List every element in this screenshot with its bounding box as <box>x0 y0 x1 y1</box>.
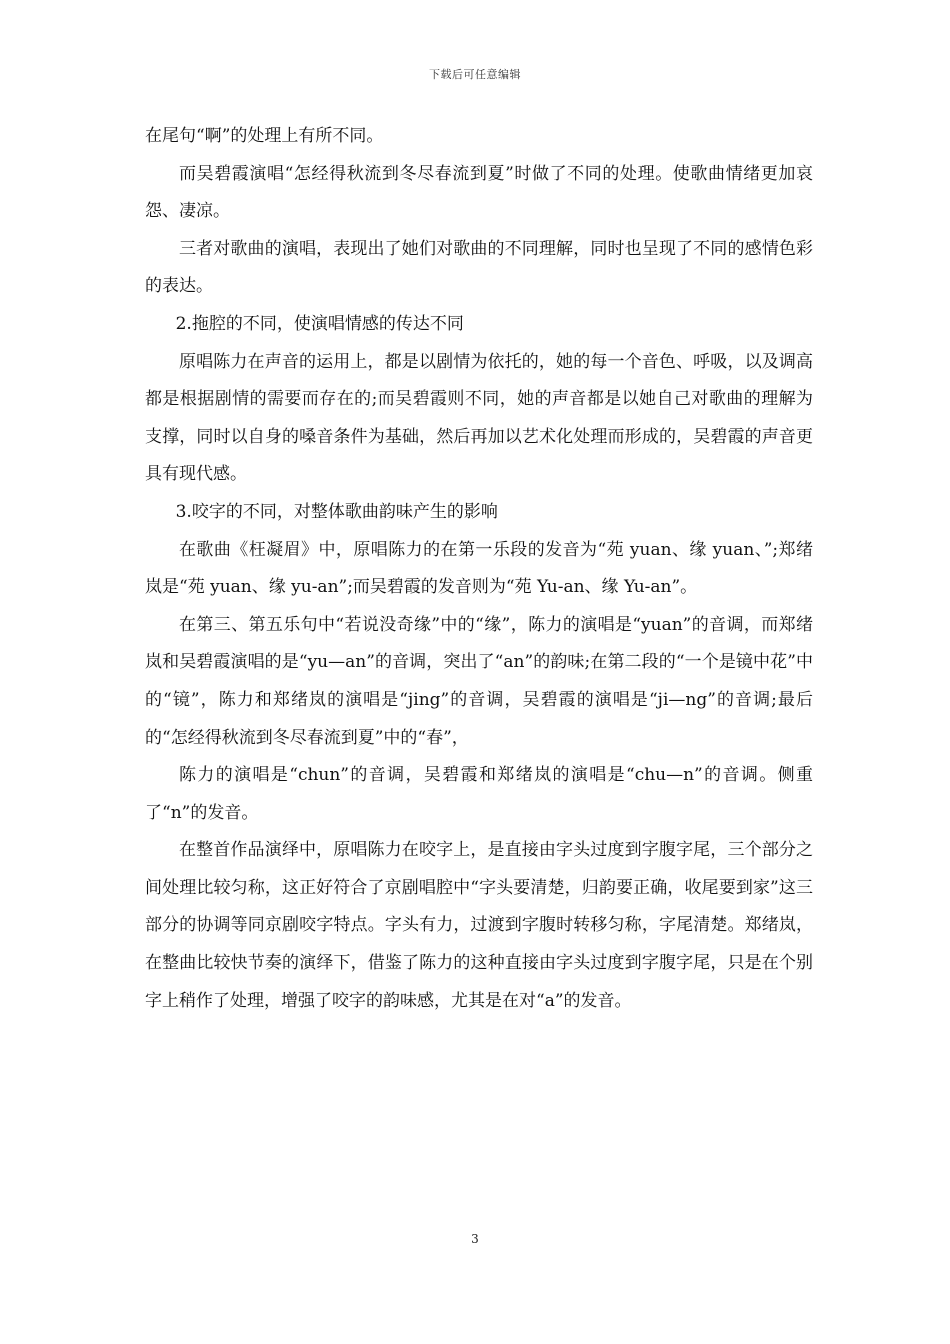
page-number: 3 <box>471 1232 479 1246</box>
section-heading: 3.咬字的不同，对整体歌曲韵味产生的影响 <box>175 501 498 522</box>
paragraph: 原唱陈力在声音的运用上，都是以剧情为依托的，她的每一个音色、呼吸，以及调高都是根据剧情的需要而存在的;而吴碧霞则不同，她的声音都是以她自己对歌曲的理解为支撑，同时以自身的嗓音条件为基础，然后再加以艺术化处理而形成的，吴碧霞的声音更具有现代感。 <box>145 351 813 485</box>
paragraph: 而吴碧霞演唱“怎经得秋流到冬尽春流到夏”时做了不同的处理。使歌曲情绪更加哀怨、凄凉。 <box>145 163 813 222</box>
paragraph: 在尾句“啊”的处理上有所不同。 <box>145 126 384 146</box>
paragraph: 三者对歌曲的演唱，表现出了她们对歌曲的不同理解，同时也呈现了不同的感情色彩的表达。 <box>145 238 813 297</box>
paragraph: 在歌曲《枉凝眉》中，原唱陈力的在第一乐段的发音为“苑 yuan、缘 yuan、”;郑绪岚是“苑 yuan、缘 yu-an”;而吴碧霞的发音则为“苑 Yu-an、缘 Yu-an”。 <box>145 539 813 598</box>
section-heading: 2.拖腔的不同，使演唱情感的传达不同 <box>175 313 464 334</box>
page-header: 下载后可任意编辑 <box>429 68 521 81</box>
document-body <box>145 118 813 1020</box>
paragraph: 在整首作品演绎中，原唱陈力在咬字上，是直接由字头过度到字腹字尾，三个部分之间处理比较匀称，这正好符合了京剧唱腔中“字头要清楚，归韵要正确，收尾要到家”这三部分的协调等同京剧咬字特点。字头有力，过渡到字腹时转移匀称，字尾清楚。郑绪岚，在整曲比较快节奏的演绎下，借鉴了陈力的这种直接由字头过度到字腹字尾，只是在个别字上稍作了处理，增强了咬字的韵味感，尤其是在对“a”的发音。 <box>145 840 813 1011</box>
paragraph: 陈力的演唱是“chun”的音调，吴碧霞和郑绪岚的演唱是“chu—n”的音调。侧重了“n”的发音。 <box>145 765 813 823</box>
paragraph: 在第三、第五乐句中“若说没奇缘”中的“缘”，陈力的演唱是“yuan”的音调，而郑绪岚和吴碧霞演唱的是“yu—an”的音调，突出了“an”的韵味;在第二段的“一个是镜中花”中的“镜”，陈力和郑绪岚的演唱是“jing”的音调，吴碧霞的演唱是“ji—ng”的音调;最后的“怎经得秋流到冬尽春流到夏”中的“春”， <box>145 614 813 748</box>
